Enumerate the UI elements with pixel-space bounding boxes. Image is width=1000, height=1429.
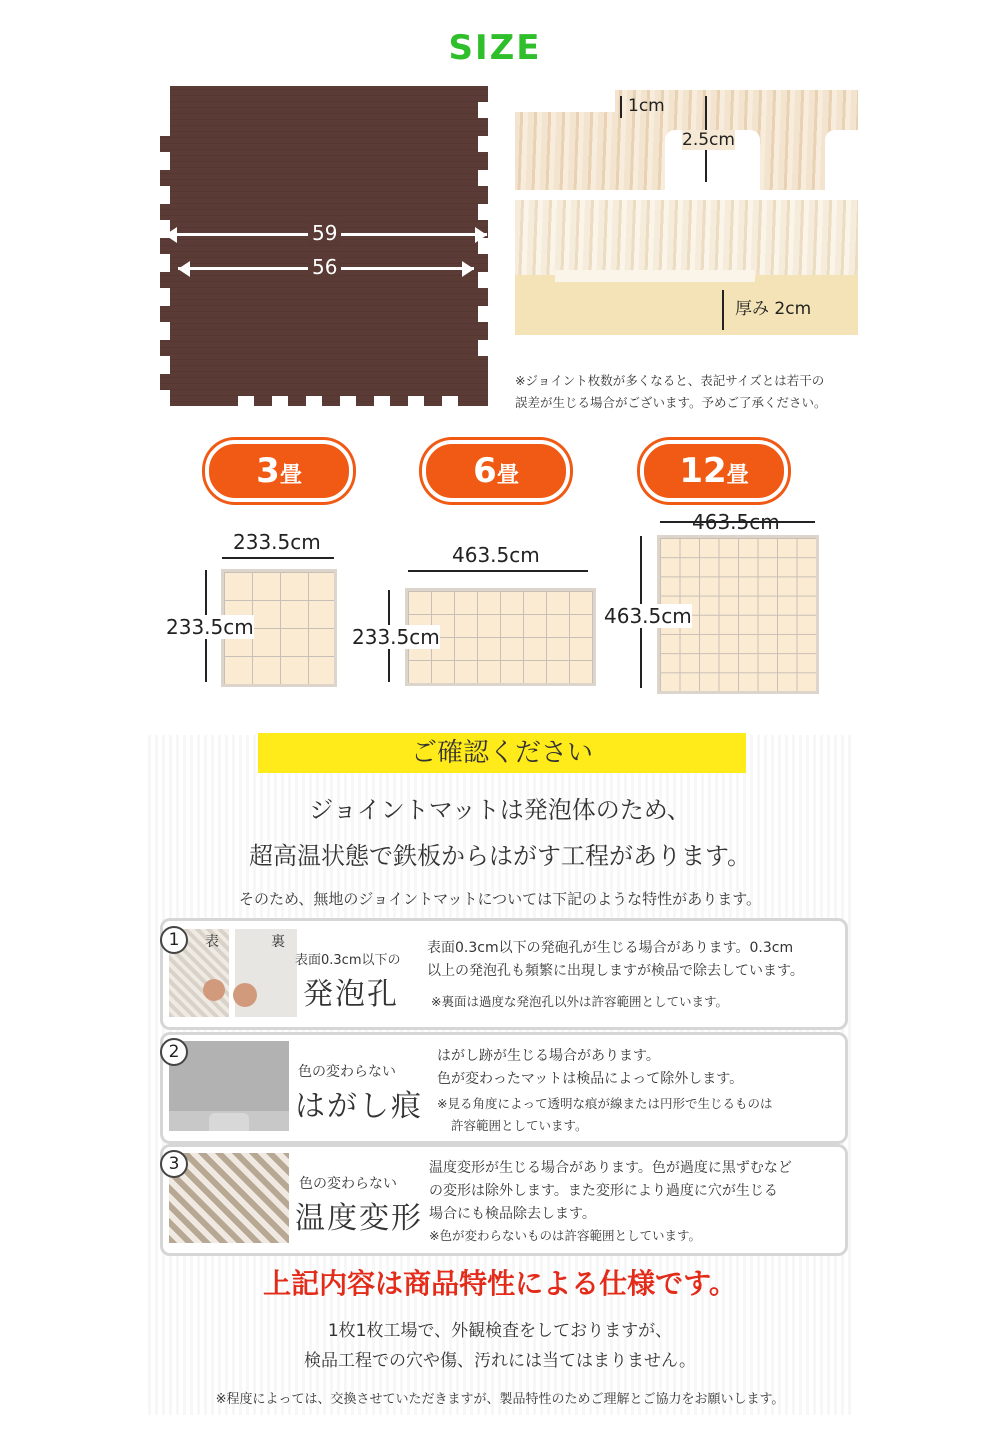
edge-measure: 1cm [628, 96, 665, 116]
card2-small-title: 色の変わらない [298, 1064, 396, 1080]
size3-width: 233.5cm [233, 530, 321, 554]
size-pill-6: 6畳 [422, 440, 570, 502]
size-pill-12: 12畳 [640, 440, 788, 502]
footer-note: ※程度によっては、交換させていただきますが、製品特性のためご理解とご協力をお願いします。 [215, 1392, 785, 1407]
size-pill-3: 3畳 [205, 440, 353, 502]
card1-big-title: 発泡孔 [303, 977, 399, 1012]
footer-line-2: 検品工程での穴や傷、汚れには当てはまりません。 [303, 1351, 697, 1371]
card1-note: ※裏面は過度な発泡孔以外は許容範囲としています。 [431, 994, 728, 1009]
feature-card-2 [160, 1032, 848, 1144]
front-label: 表 [205, 934, 219, 950]
card1-description: 表面0.3cm以下の発砲孔が生じる場合があります。0.3cm 以上の発泡孔も頻繁に出現しますが検品で除去しています。 [427, 940, 804, 979]
back-label: 裏 [271, 934, 285, 950]
size-title: SIZE [448, 28, 542, 68]
card3-note: ※色が変わらないものは許容範囲としています。 [429, 1228, 701, 1243]
number-2-icon: 2 [160, 1038, 188, 1066]
thickness-measure-line [722, 290, 724, 330]
tile-dim-inner: 56 [178, 256, 474, 280]
size12-height: 463.5cm [604, 604, 692, 628]
size12-width: 463.5cm [692, 510, 780, 534]
spec-title: 上記内容は商品特性による仕様です。 [263, 1267, 737, 1300]
size6-width: 463.5cm [452, 543, 540, 567]
footer-line-1: 1枚1枚工場で、外観検査をしておりますが、 [327, 1321, 673, 1341]
thickness-measure: 厚み 2cm [735, 299, 812, 319]
tile-dim-outer: 59 [165, 222, 487, 246]
thickness-photo [515, 200, 858, 360]
card2-description: はがし跡が生じる場合があります。 色が変わったマットは検品によって除外します。 [437, 1048, 744, 1087]
card2-big-title: はがし痕 [295, 1089, 423, 1124]
joint-note: ※ジョイント枚数が多くなると、表記サイズとは若干の 誤差が生じる場合がございます。予めご了承ください。 [515, 373, 827, 410]
number-1-icon: 1 [160, 926, 188, 954]
feature-card-1 [160, 918, 848, 1030]
confirm-heading: ご確認ください [258, 733, 746, 773]
card3-description: 温度変形が生じる場合があります。色が過度に黒ずむなど の変形は除外します。また変形により過度に穴が生じる 場合にも検品除去します。 [429, 1160, 792, 1222]
intro-line-1: ジョイントマットは発泡体のため、 [309, 796, 691, 824]
size3-width-line [222, 557, 334, 559]
card3-small-title: 色の変わらない [299, 1176, 397, 1192]
size3-height: 233.5cm [166, 615, 254, 639]
card1-small-title: 表面0.3cm以下の [295, 953, 401, 968]
number-3-icon: 3 [160, 1150, 188, 1178]
size12-width-line [660, 521, 815, 523]
size6-width-line [408, 570, 588, 572]
edge-measure-line [620, 96, 622, 118]
card2-note: ※見る角度によって透明な痕が線または円形で生じるものは 許容範囲としています。 [437, 1096, 773, 1133]
feature-card-3 [160, 1144, 848, 1256]
intro-line-2: 超高温状態で鉄板からはがす工程があります。 [248, 842, 752, 870]
intro-line-3: そのため、無地のジョイントマットについては下記のような特性があります。 [238, 890, 761, 908]
joint-measure: 2.5cm [682, 130, 735, 150]
finger-image [203, 979, 225, 1001]
card3-big-title: 温度変形 [295, 1201, 423, 1236]
size6-height: 233.5cm [352, 625, 440, 649]
finger-image [233, 983, 257, 1007]
